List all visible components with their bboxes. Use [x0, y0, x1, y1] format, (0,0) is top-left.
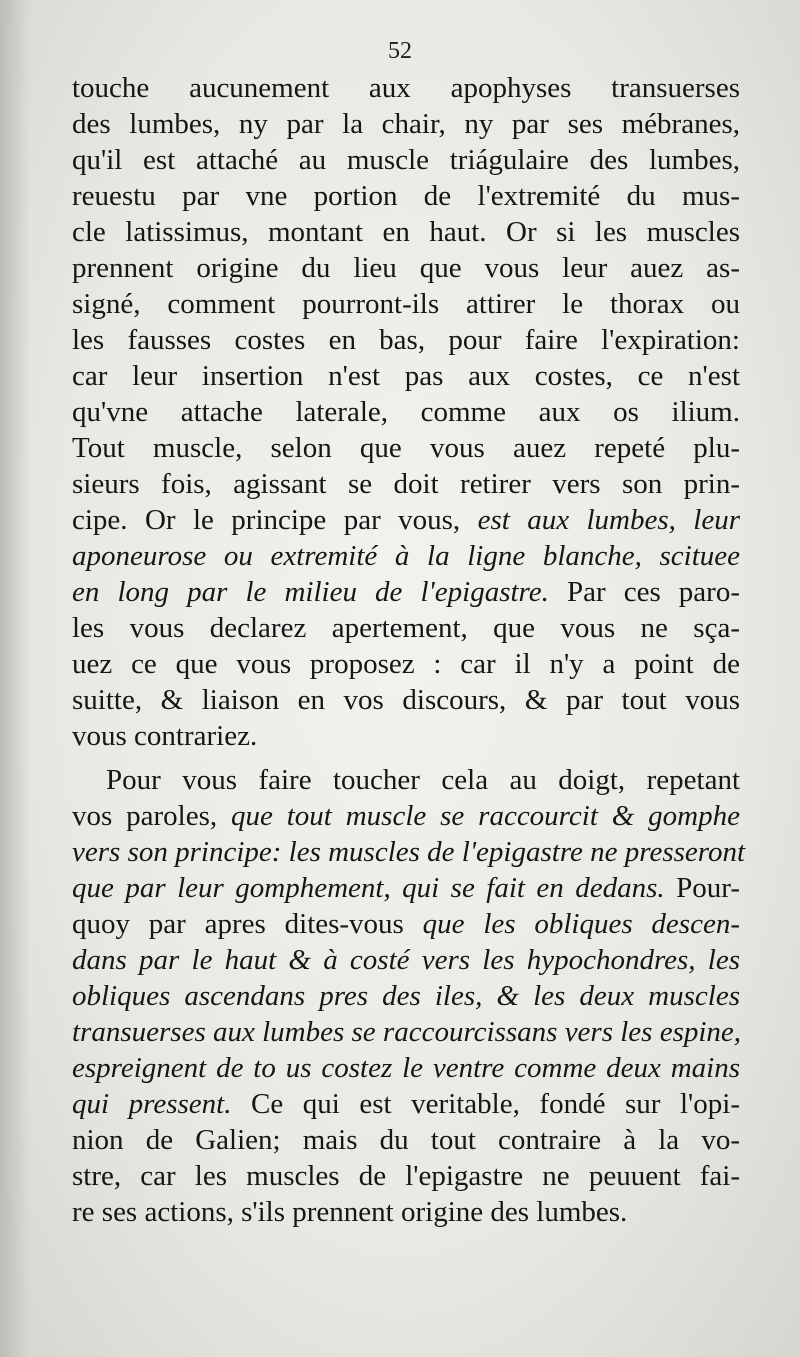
- text-line: Tout muscle, selon que vous auez repeté plu-: [72, 432, 740, 464]
- text-line: cle latissimus, montant en haut. Or si les muscles: [72, 216, 740, 248]
- text-line: Pour vous faire toucher cela au doigt, repetant: [106, 764, 740, 796]
- text-line: qu'vne attache laterale, comme aux os ilium.: [72, 396, 740, 428]
- text-line: [72, 942, 740, 978]
- roman-text: Par ces paro-: [548, 576, 740, 608]
- text-line: stre, car les muscles de l'epigastre ne peuuent fai-: [72, 1160, 740, 1192]
- roman-text: quoy par apres dites-vous: [72, 908, 423, 940]
- text-line: qu'il est attaché au muscle triágulaire des lumbes,: [72, 144, 740, 176]
- text-line: [72, 1050, 740, 1086]
- text-line: [72, 538, 740, 574]
- text-line: [72, 1086, 740, 1122]
- text-line: les fausses costes en bas, pour faire l'expiration:: [72, 324, 740, 356]
- text-line: vous contrariez.: [72, 720, 258, 752]
- text-block: [72, 70, 746, 1230]
- text-line: uez ce que vous proposez : car il n'y a point de: [72, 648, 740, 680]
- text-line: [72, 906, 740, 942]
- italic-quote: vers son principe: les muscles de l'epigastre ne presseront: [72, 836, 746, 868]
- text-line: car leur insertion n'est pas aux costes, ce n'est: [72, 360, 740, 392]
- italic-quote: en long par le milieu de l'epigastre.: [72, 576, 549, 608]
- italic-quote: espreignent de to us costez le ventre comme deux mains: [72, 1052, 740, 1084]
- italic-quote: que par leur gomphement, qui se fait en dedans.: [72, 872, 665, 904]
- text-line: des lumbes, ny par la chair, ny par ses mébranes,: [72, 108, 740, 140]
- roman-text: Pour-: [664, 872, 740, 904]
- paragraph-1: [72, 70, 740, 754]
- roman-text: cipe. Or le principe par vous,: [72, 504, 478, 536]
- text-line: [72, 502, 740, 538]
- paragraph-2: [72, 762, 746, 1230]
- text-line: re ses actions, s'ils prennent origine des lumbes.: [72, 1196, 628, 1228]
- text-line: prennent origine du lieu que vous leur auez as-: [72, 252, 740, 284]
- text-line: les vous declarez apertement, que vous ne sça-: [72, 612, 740, 644]
- text-line: [72, 1014, 740, 1050]
- text-line: signé, comment pourront-ils attirer le thorax ou: [72, 288, 740, 320]
- italic-quote: obliques ascendans pres des iles, & les deux muscles: [72, 980, 740, 1012]
- text-line: [72, 870, 740, 906]
- text-line: nion de Galien; mais du tout contraire à la vo-: [72, 1124, 740, 1156]
- text-line: [72, 978, 740, 1014]
- text-line: [72, 834, 746, 870]
- italic-quote: que tout muscle se raccourcit & gomphe: [231, 800, 740, 832]
- italic-quote: qui pressent.: [72, 1088, 232, 1120]
- text-line: [72, 798, 740, 834]
- text-line: reuestu par vne portion de l'extremité du mus-: [72, 180, 740, 212]
- italic-quote: est aux lumbes, leur: [477, 504, 740, 536]
- text-line: touche aucunement aux apophyses transuerses: [72, 72, 740, 104]
- text-line: sieurs fois, agissant se doit retirer vers son prin-: [72, 468, 740, 500]
- roman-text: Ce qui est veritable, fondé sur l'opi-: [231, 1088, 740, 1120]
- italic-quote: aponeurose ou extremité à la ligne blanche, scituee: [72, 540, 740, 572]
- text-line: [72, 574, 740, 610]
- roman-text: vos paroles,: [72, 800, 232, 832]
- italic-quote: transuerses aux lumbes se raccourcissans vers les espine,: [72, 1016, 742, 1048]
- page-number: 52: [388, 38, 412, 64]
- text-line: suitte, & liaison en vos discours, & par tout vous: [72, 684, 740, 716]
- page-shadow: [0, 0, 30, 1357]
- italic-quote: dans par le haut & à costé vers les hypochondres, les: [72, 944, 740, 976]
- italic-quote: que les obliques descen-: [422, 908, 740, 940]
